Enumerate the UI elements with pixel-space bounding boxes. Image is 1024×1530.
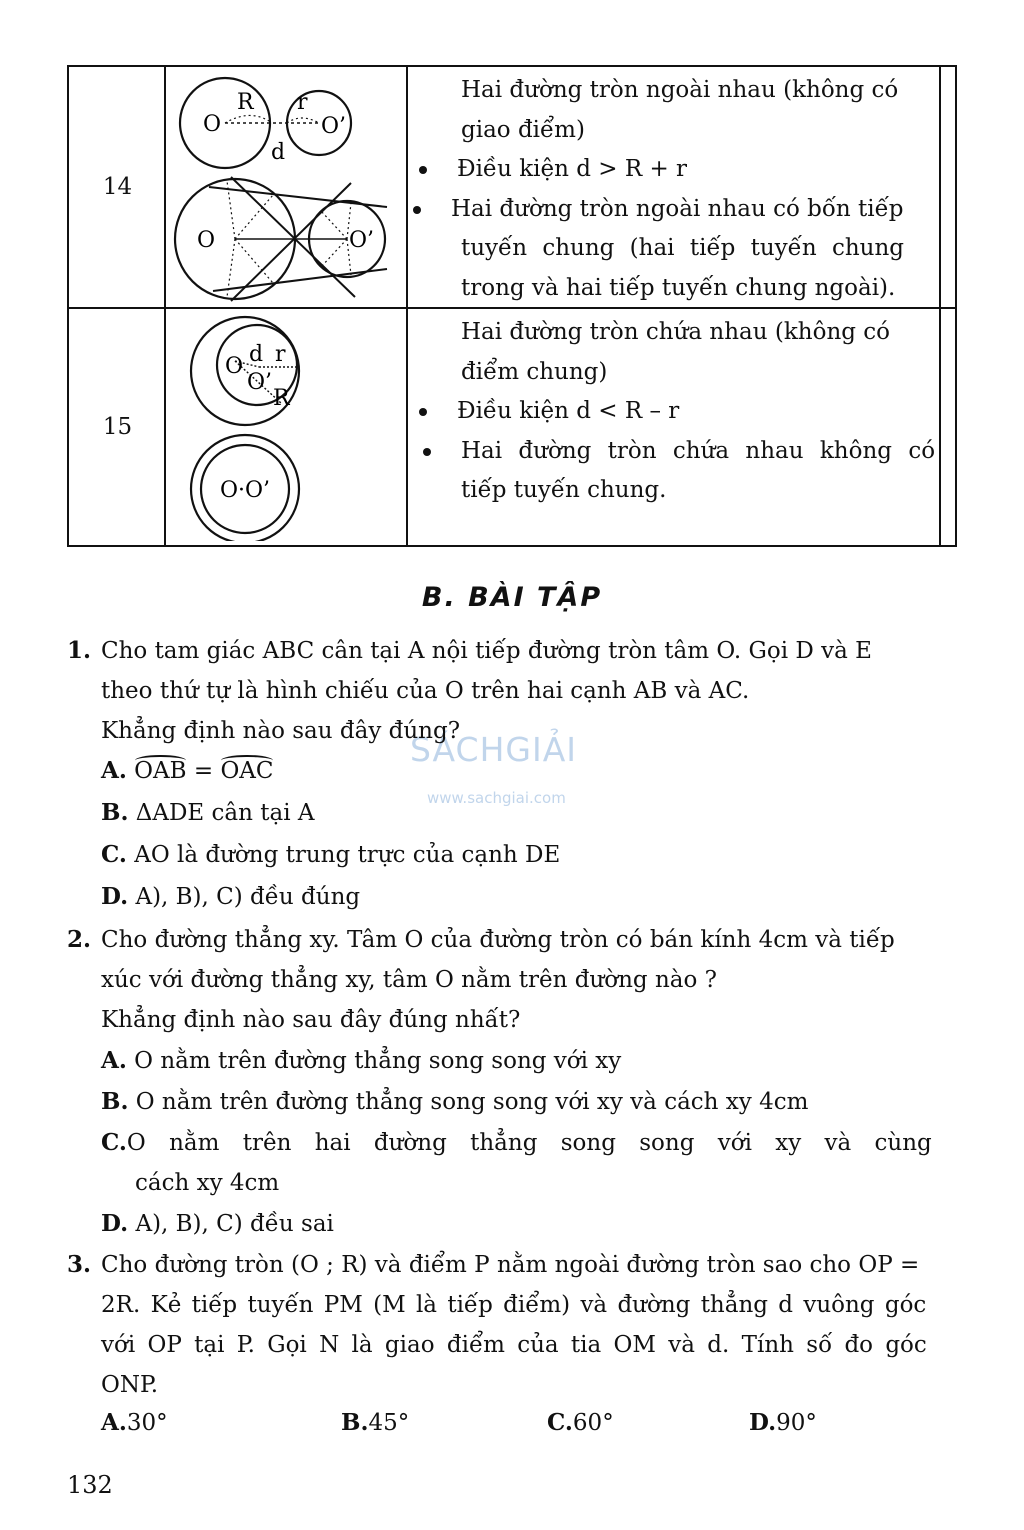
watermark-url: www.sachgiai.com <box>427 789 566 807</box>
desc-line: giao điểm) <box>461 116 585 143</box>
section-title: B. BÀI TẬP <box>421 582 603 613</box>
answer-a: A. 30° <box>101 1409 168 1436</box>
row-number: 14 <box>102 174 133 200</box>
question-1 <box>67 631 957 917</box>
row-description <box>421 71 933 308</box>
fig-label: d <box>271 140 286 165</box>
desc-bullet: Hai đường tròn chứa nhau không có <box>461 432 933 472</box>
desc-line: tuyến chung (hai tiếp tuyến chung <box>461 235 904 261</box>
desc-line: tiếp tuyến chung. <box>461 477 667 503</box>
fig-label: O’ <box>247 370 273 395</box>
question-number: 3. <box>67 1251 92 1278</box>
answer-d: D. 90° <box>749 1409 817 1436</box>
fig-label: O <box>203 112 222 137</box>
option-b: B. ΔADE cân tại A <box>101 799 315 826</box>
question-text-line: Cho đường tròn (O ; R) và điểm P nằm ngoài đường tròn sao cho OP = <box>101 1252 920 1278</box>
option-c: C.O nằm trên hai đường thẳng song song với xy và cùng <box>101 1129 932 1156</box>
fig-label: r <box>297 90 308 115</box>
question-text-line: Khẳng định nào sau đây đúng? <box>101 718 461 744</box>
outside-circles-figure <box>169 71 401 307</box>
question-text-line: ONP. <box>101 1372 159 1398</box>
contained-circles-figure <box>169 313 401 541</box>
desc-bullet: Điều kiện d > R + r <box>457 150 933 190</box>
desc-line: trong và hai tiếp tuyến chung ngoài). <box>461 274 896 301</box>
question-2 <box>67 920 957 1244</box>
row-description <box>421 313 936 511</box>
table-row <box>69 67 955 309</box>
answer-c: C. 60° <box>547 1409 614 1436</box>
fig-label: R <box>237 90 254 115</box>
fig-label: O·O’ <box>219 478 271 503</box>
question-text-line: Cho đường thẳng xy. Tâm O của đường tròn có bán kính 4cm và tiếp <box>101 927 895 953</box>
question-text-line: với OP tại P. Gọi N là giao điểm của tia OM và d. Tính số đo góc <box>101 1332 927 1358</box>
option-d: D. A), B), C) đều sai <box>101 1210 334 1237</box>
page-number: 132 <box>67 1471 113 1499</box>
row-number: 15 <box>102 414 133 440</box>
question-text-line: Cho tam giác ABC cân tại A nội tiếp đường tròn tâm O. Gọi D và E <box>101 638 872 664</box>
arc-symbol: OAC <box>220 751 273 791</box>
question-text-line: theo thứ tự là hình chiếu của O trên hai cạnh AB và AC. <box>101 678 750 704</box>
fig-label: r <box>275 342 286 367</box>
answer-b: B. 45° <box>341 1409 410 1436</box>
question-3 <box>67 1245 957 1405</box>
option-c: C. AO là đường trung trực của cạnh DE <box>101 841 561 868</box>
desc-line: Hai đường tròn ngoài nhau (không có <box>461 77 899 103</box>
question-text-line: xúc với đường thẳng xy, tâm O nằm trên đường nào ? <box>101 967 717 993</box>
fig-label: d <box>249 342 264 367</box>
option-a: A. O nằm trên đường thẳng song song với xy <box>101 1047 622 1074</box>
fig-label: O’ <box>349 228 375 253</box>
fig-label: O’ <box>321 114 347 139</box>
option-b: B. O nằm trên đường thẳng song song với xy và cách xy 4cm <box>101 1088 809 1115</box>
desc-line: Hai đường tròn chứa nhau (không có <box>461 319 891 345</box>
watermark-brand: SÁCHGIẢI <box>410 730 578 769</box>
desc-line: điểm chung) <box>461 358 608 385</box>
question-number: 1. <box>67 637 92 664</box>
option-c-continuation: cách xy 4cm <box>135 1170 280 1196</box>
question-3-answers <box>101 1403 861 1443</box>
question-number: 2. <box>67 926 92 953</box>
desc-bullet: Điều kiện d < R – r <box>457 392 933 432</box>
arc-symbol: OAB <box>134 751 186 791</box>
circle-positions-table <box>67 65 957 547</box>
fig-label: O <box>225 354 244 379</box>
desc-bullet: Hai đường tròn ngoài nhau có bốn tiếp <box>451 190 933 230</box>
fig-label: O <box>197 228 216 253</box>
question-text-line: 2R. Kẻ tiếp tuyến PM (M là tiếp điểm) và đường thẳng d vuông góc <box>101 1292 927 1318</box>
option-d: D. A), B), C) đều đúng <box>101 883 361 910</box>
fig-label: R <box>273 386 290 411</box>
option-a: A. OAB = OAC <box>101 751 957 791</box>
table-row <box>69 309 955 545</box>
question-text-line: Khẳng định nào sau đây đúng nhất? <box>101 1007 521 1033</box>
